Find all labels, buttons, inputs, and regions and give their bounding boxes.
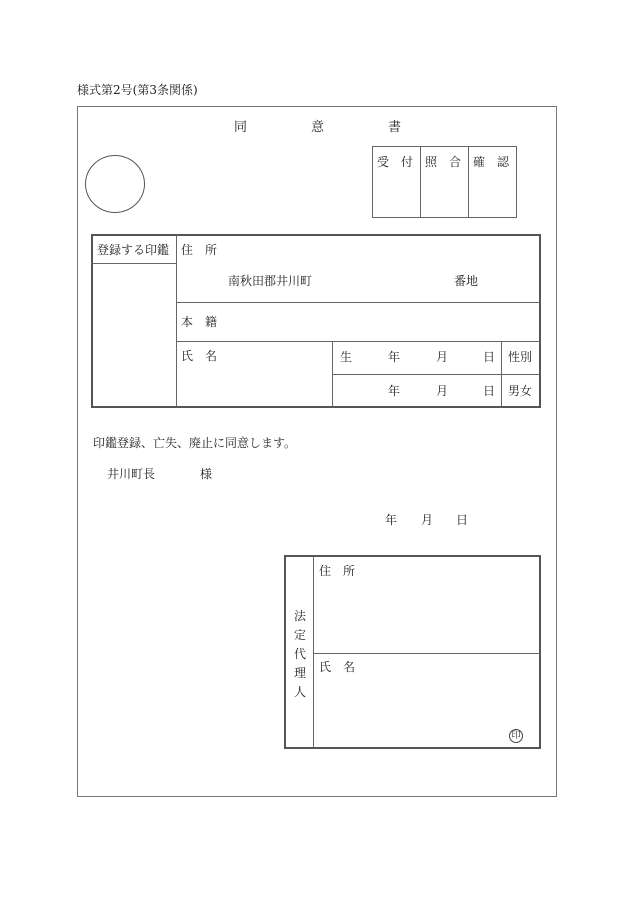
address-suffix: 番地	[454, 274, 479, 288]
registration-table	[91, 234, 541, 408]
reg-sex-divider	[501, 341, 502, 407]
rep-label-char-1: 法	[293, 609, 306, 623]
sex-label: 性別	[508, 350, 533, 364]
title-char-1: 同	[234, 120, 248, 135]
reg-col-divider	[176, 235, 177, 407]
birth-label: 生	[340, 350, 353, 364]
representative-box	[284, 555, 541, 749]
domicile-label: 本 籍	[181, 315, 218, 329]
birth-month-label: 月	[436, 350, 449, 364]
consent-text: 印鑑登録、亡失、廃止に同意します。	[93, 436, 297, 450]
rep-label-char-3: 代	[293, 647, 306, 661]
address-town: 南秋田郡井川町	[228, 274, 313, 288]
date-day: 日	[456, 513, 469, 527]
reg-domicile-bottom	[176, 341, 540, 342]
rep-address-label: 住 所	[319, 564, 356, 578]
reception-divider-2	[468, 146, 469, 218]
date-month: 月	[421, 513, 434, 527]
name-label: 氏 名	[181, 349, 218, 363]
reception-confirmed: 確 認	[473, 155, 510, 169]
rep-label-char-4: 理	[293, 666, 306, 680]
birth-day-label: 日	[483, 350, 496, 364]
reg-birth-mid	[332, 374, 540, 375]
rep-label-char-2: 定	[293, 628, 306, 642]
form-number-label: 様式第2号(第3条関係)	[77, 83, 198, 97]
reg-address-bottom	[176, 302, 540, 303]
sex-values: 男女	[508, 384, 533, 398]
honorific: 様	[200, 467, 213, 481]
birth-year-label-2: 年	[388, 384, 401, 398]
rep-col-divider	[313, 556, 314, 748]
reception-received: 受 付	[377, 155, 414, 169]
birth-month-label-2: 月	[436, 384, 449, 398]
addressee: 井川町長	[107, 467, 156, 481]
title-char-2: 意	[311, 120, 325, 135]
representative-label	[293, 607, 307, 702]
reception-divider-1	[420, 146, 421, 218]
rep-label-char-5: 人	[293, 685, 306, 699]
rep-name-label: 氏 名	[319, 660, 356, 674]
seal-mark-text: 印	[511, 731, 521, 741]
date-year: 年	[385, 513, 398, 527]
seal-circle	[85, 155, 145, 213]
seal-registration-label: 登録する印鑑	[97, 243, 170, 257]
reception-checked: 照 合	[425, 155, 462, 169]
birth-year-label: 年	[388, 350, 401, 364]
address-label: 住 所	[181, 243, 218, 257]
title-char-3: 書	[388, 120, 402, 135]
seal-mark-icon	[509, 729, 523, 743]
reg-seal-label-bottom	[92, 263, 176, 264]
birth-day-label-2: 日	[483, 384, 496, 398]
rep-row-divider	[313, 653, 540, 654]
